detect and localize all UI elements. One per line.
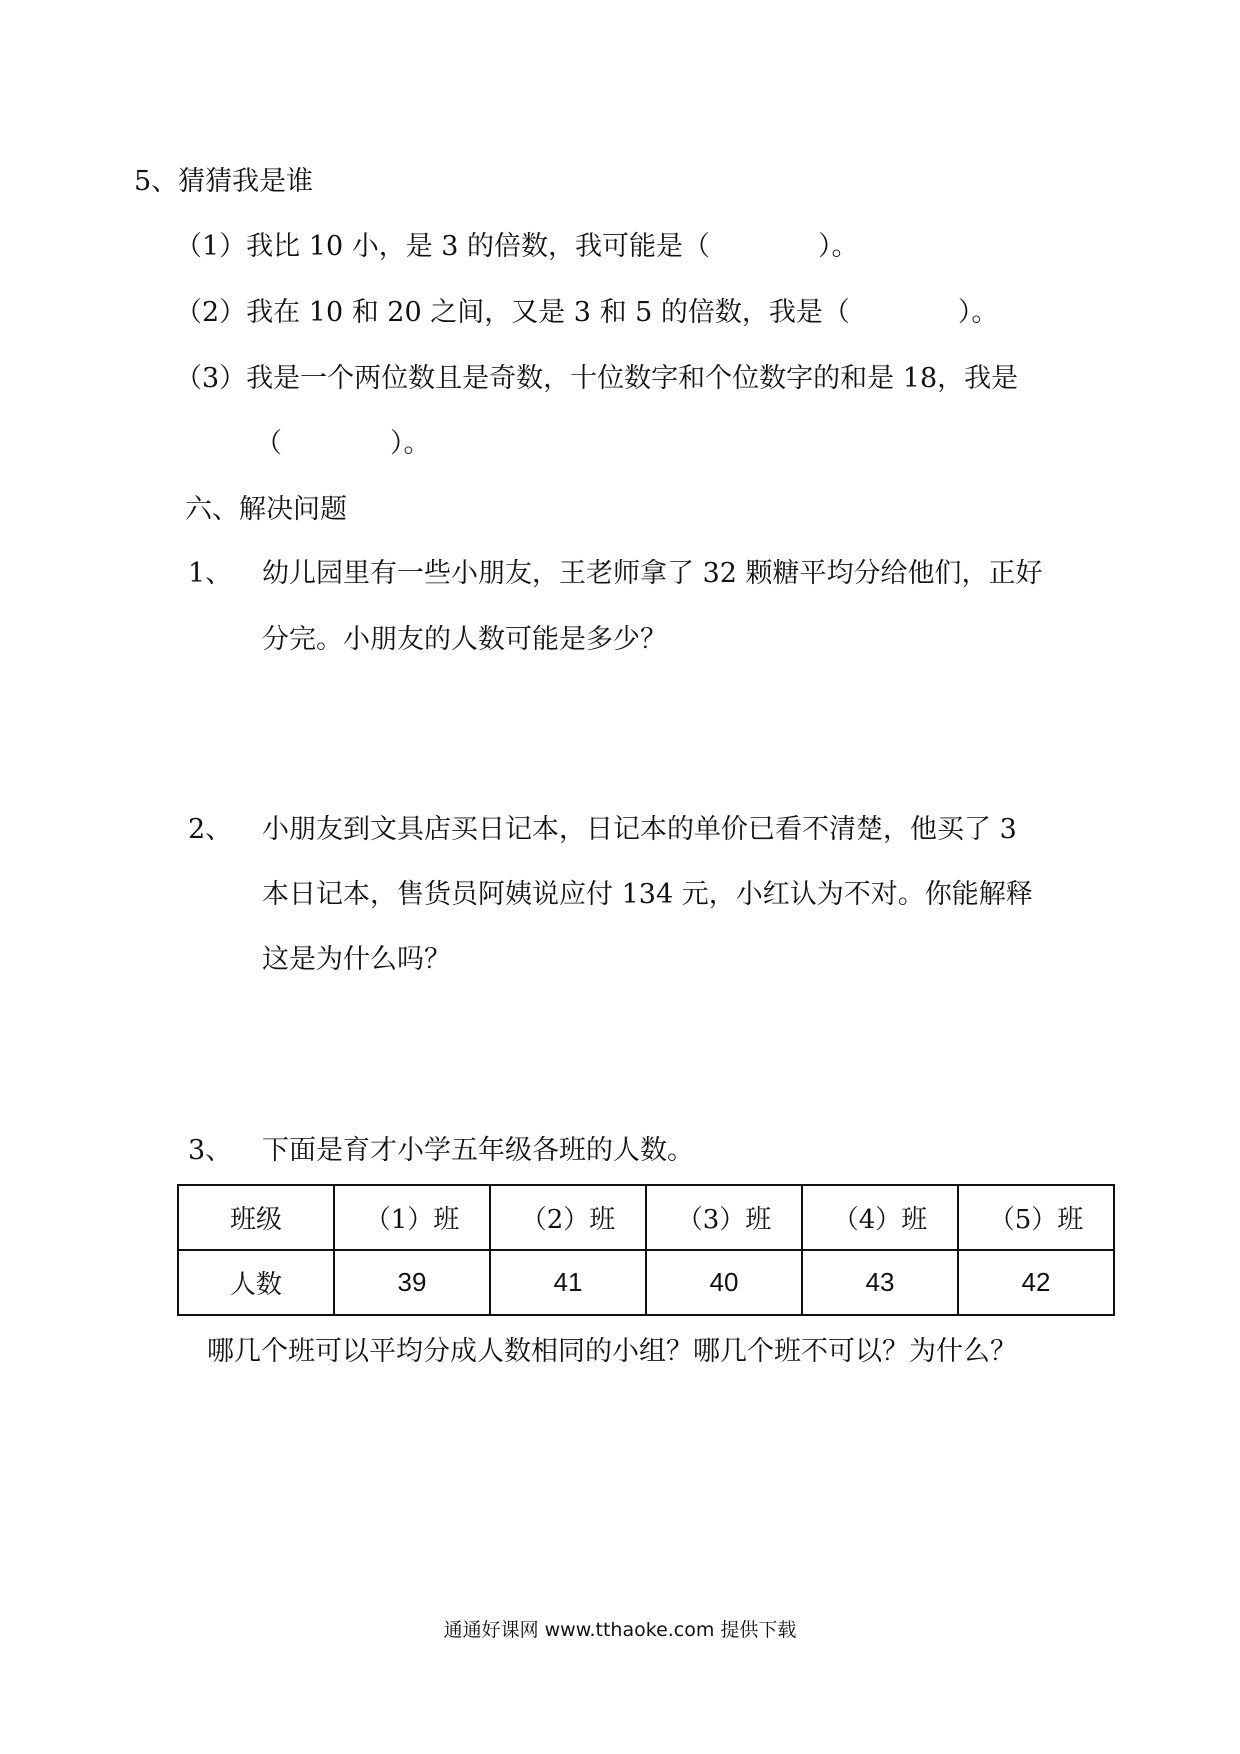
problem-3-line-1: 下面是育才小学五年级各班的人数。 [262, 1135, 694, 1166]
table-cell: 42 [958, 1250, 1114, 1315]
problem-3-question: 哪几个班可以平均分成人数相同的小组？哪几个班不可以？为什么？ [207, 1336, 1017, 1367]
table-header-cell: 班级 [178, 1185, 334, 1250]
problem-2-line-1: 小朋友到文具店买日记本，日记本的单价已看不清楚，他买了 3 [262, 814, 1017, 845]
class-size-table [177, 1184, 1115, 1316]
table-header-cell: （4）班 [802, 1185, 958, 1250]
problem-3-number: 3、 [188, 1135, 233, 1166]
question-5-2: （2）我在 10 和 20 之间，又是 3 和 5 的倍数，我是（ ）。 [175, 297, 999, 328]
question-5-3-line-1: （3）我是一个两位数且是奇数，十位数字和个位数字的和是 18，我是 [175, 363, 1019, 394]
problem-2-line-2: 本日记本，售货员阿姨说应付 134 元，小红认为不对。你能解释 [262, 879, 1033, 910]
problem-2-number: 2、 [188, 814, 233, 845]
class-size-table-wrapper [177, 1184, 1115, 1316]
table-header-cell: （1）班 [334, 1185, 490, 1250]
section-5-heading: 5、猜猜我是谁 [134, 166, 314, 197]
table-header-cell: （5）班 [958, 1185, 1114, 1250]
table-cell: 人数 [178, 1250, 334, 1315]
question-5-3-line-2: （ ）。 [255, 428, 431, 459]
problem-1-number: 1、 [188, 558, 233, 589]
problem-1-line-2: 分完。小朋友的人数可能是多少？ [262, 624, 667, 655]
table-cell: 39 [334, 1250, 490, 1315]
table-cell: 43 [802, 1250, 958, 1315]
table-header-cell: （3）班 [646, 1185, 802, 1250]
table-cell: 40 [646, 1250, 802, 1315]
problem-2-line-3: 这是为什么吗？ [262, 944, 451, 975]
question-5-1: （1）我比 10 小，是 3 的倍数，我可能是（ ）。 [175, 231, 859, 262]
table-cell: 41 [490, 1250, 646, 1315]
table-header-cell: （2）班 [490, 1185, 646, 1250]
page-footer: 通通好课网 www.tthaoke.com 提供下载 [443, 1619, 797, 1641]
table-header-row [178, 1185, 1114, 1250]
problem-1-line-1: 幼儿园里有一些小朋友，王老师拿了 32 颗糖平均分给他们，正好 [262, 558, 1043, 589]
table-row [178, 1250, 1114, 1315]
section-6-heading: 六、解决问题 [185, 494, 347, 525]
